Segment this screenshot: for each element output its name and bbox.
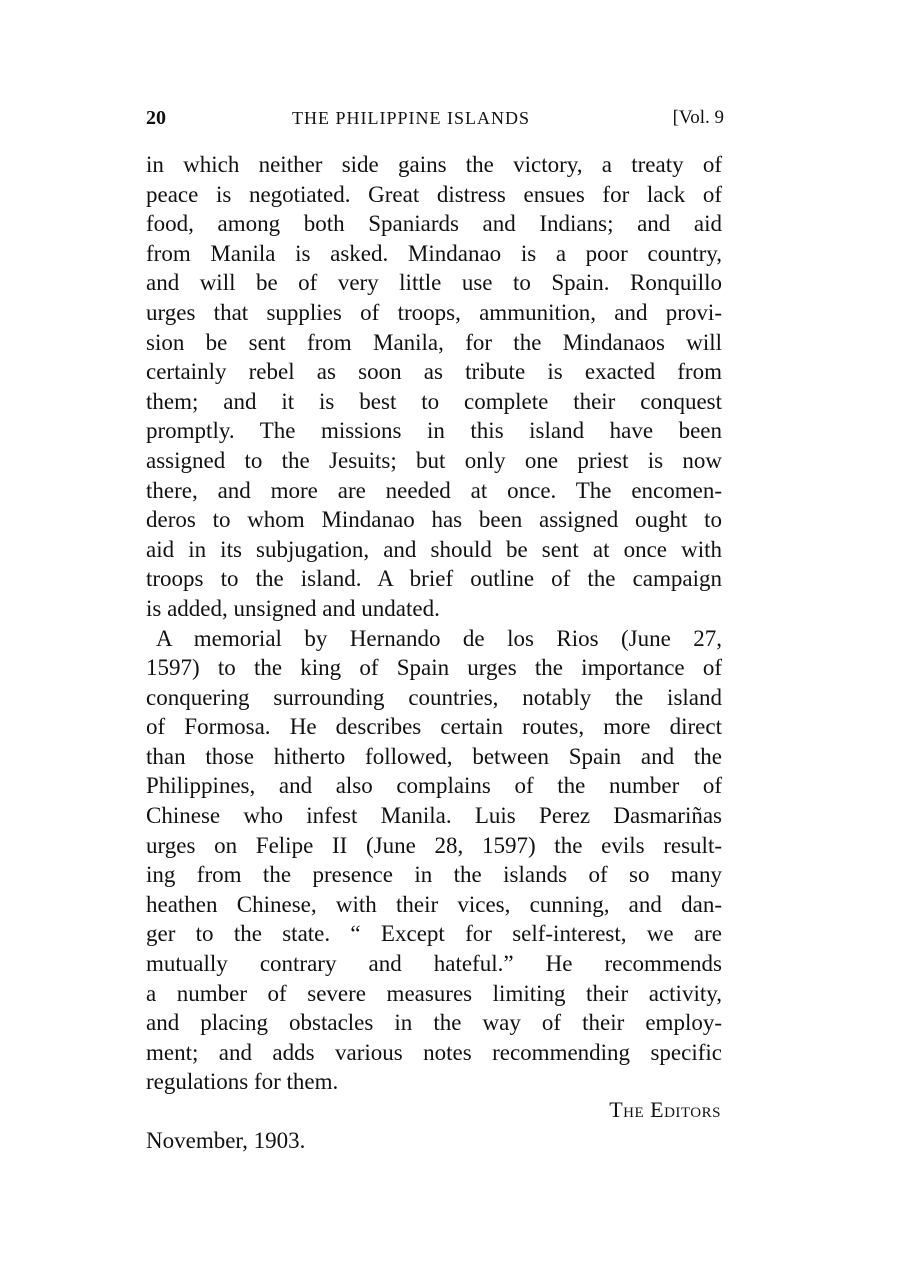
text-line: a number of severe measures limiting their activity, bbox=[146, 980, 722, 1006]
text-line: aid in its subjugation, and should be sent at once with bbox=[146, 536, 722, 562]
text-line: and will be of very little use to Spain. Ronquillo bbox=[146, 270, 722, 296]
text-line: Chinese who infest Manila. Luis Perez Dasmariñas bbox=[146, 803, 722, 829]
text-line: of Formosa. He describes certain routes, more direct bbox=[146, 714, 722, 740]
text-line: than those hitherto followed, between Spain and the bbox=[146, 743, 722, 769]
page-number: 20 bbox=[146, 107, 166, 129]
text-line: mutually contrary and hateful.” He recommends bbox=[146, 951, 722, 977]
text-line: ing from the presence in the islands of so many bbox=[146, 862, 722, 888]
text-line: A memorial by Hernando de los Rios (June 27, bbox=[156, 625, 722, 651]
text-line: regulations for them. bbox=[146, 1069, 339, 1095]
text-line: from Manila is asked. Mindanao is a poor country, bbox=[146, 240, 722, 266]
paragraph-1 bbox=[146, 150, 722, 624]
page-header bbox=[146, 104, 724, 132]
text-line: peace is negotiated. Great distress ensues for lack of bbox=[146, 181, 722, 207]
text-line: Philippines, and also complains of the number of bbox=[146, 773, 722, 799]
body-text bbox=[146, 150, 722, 1097]
text-line: there, and more are needed at once. The encomen- bbox=[146, 477, 722, 503]
text-line: conquering surrounding countries, notably the island bbox=[146, 684, 722, 710]
date-line: November, 1903. bbox=[146, 1128, 306, 1153]
running-title: THE PHILIPPINE ISLANDS bbox=[292, 108, 530, 128]
text-line: ger to the state. “ Except for self-interest, we are bbox=[146, 921, 722, 947]
editors-signature: The Editors bbox=[609, 1097, 721, 1122]
text-line: troops to the island. A brief outline of the campaign bbox=[146, 566, 722, 592]
text-line: in which neither side gains the victory, a treaty of bbox=[146, 152, 722, 177]
text-line: and placing obstacles in the way of their employ- bbox=[146, 1010, 722, 1036]
text-line: them; and it is best to complete their conquest bbox=[146, 388, 722, 414]
text-line: 1597) to the king of Spain urges the importance of bbox=[146, 655, 722, 681]
text-line: food, among both Spaniards and Indians; and aid bbox=[146, 211, 722, 237]
text-line: sion be sent from Manila, for the Mindanaos will bbox=[146, 329, 722, 355]
text-line: assigned to the Jesuits; but only one priest is now bbox=[146, 447, 722, 473]
text-line: promptly. The missions in this island have been bbox=[146, 418, 722, 444]
text-line: certainly rebel as soon as tribute is exacted from bbox=[146, 359, 722, 385]
text-line: urges that supplies of troops, ammunition, and provi- bbox=[146, 299, 722, 325]
text-line: deros to whom Mindanao has been assigned ought to bbox=[146, 507, 722, 533]
text-line: heathen Chinese, with their vices, cunning, and dan- bbox=[146, 891, 722, 917]
text-line: urges on Felipe II (June 28, 1597) the evils result- bbox=[146, 832, 722, 858]
paragraph-2 bbox=[146, 624, 722, 1098]
text-line: ment; and adds various notes recommending specific bbox=[146, 1039, 722, 1065]
text-line: is added, unsigned and undated. bbox=[146, 595, 440, 621]
volume-label: [Vol. 9 bbox=[672, 107, 724, 128]
